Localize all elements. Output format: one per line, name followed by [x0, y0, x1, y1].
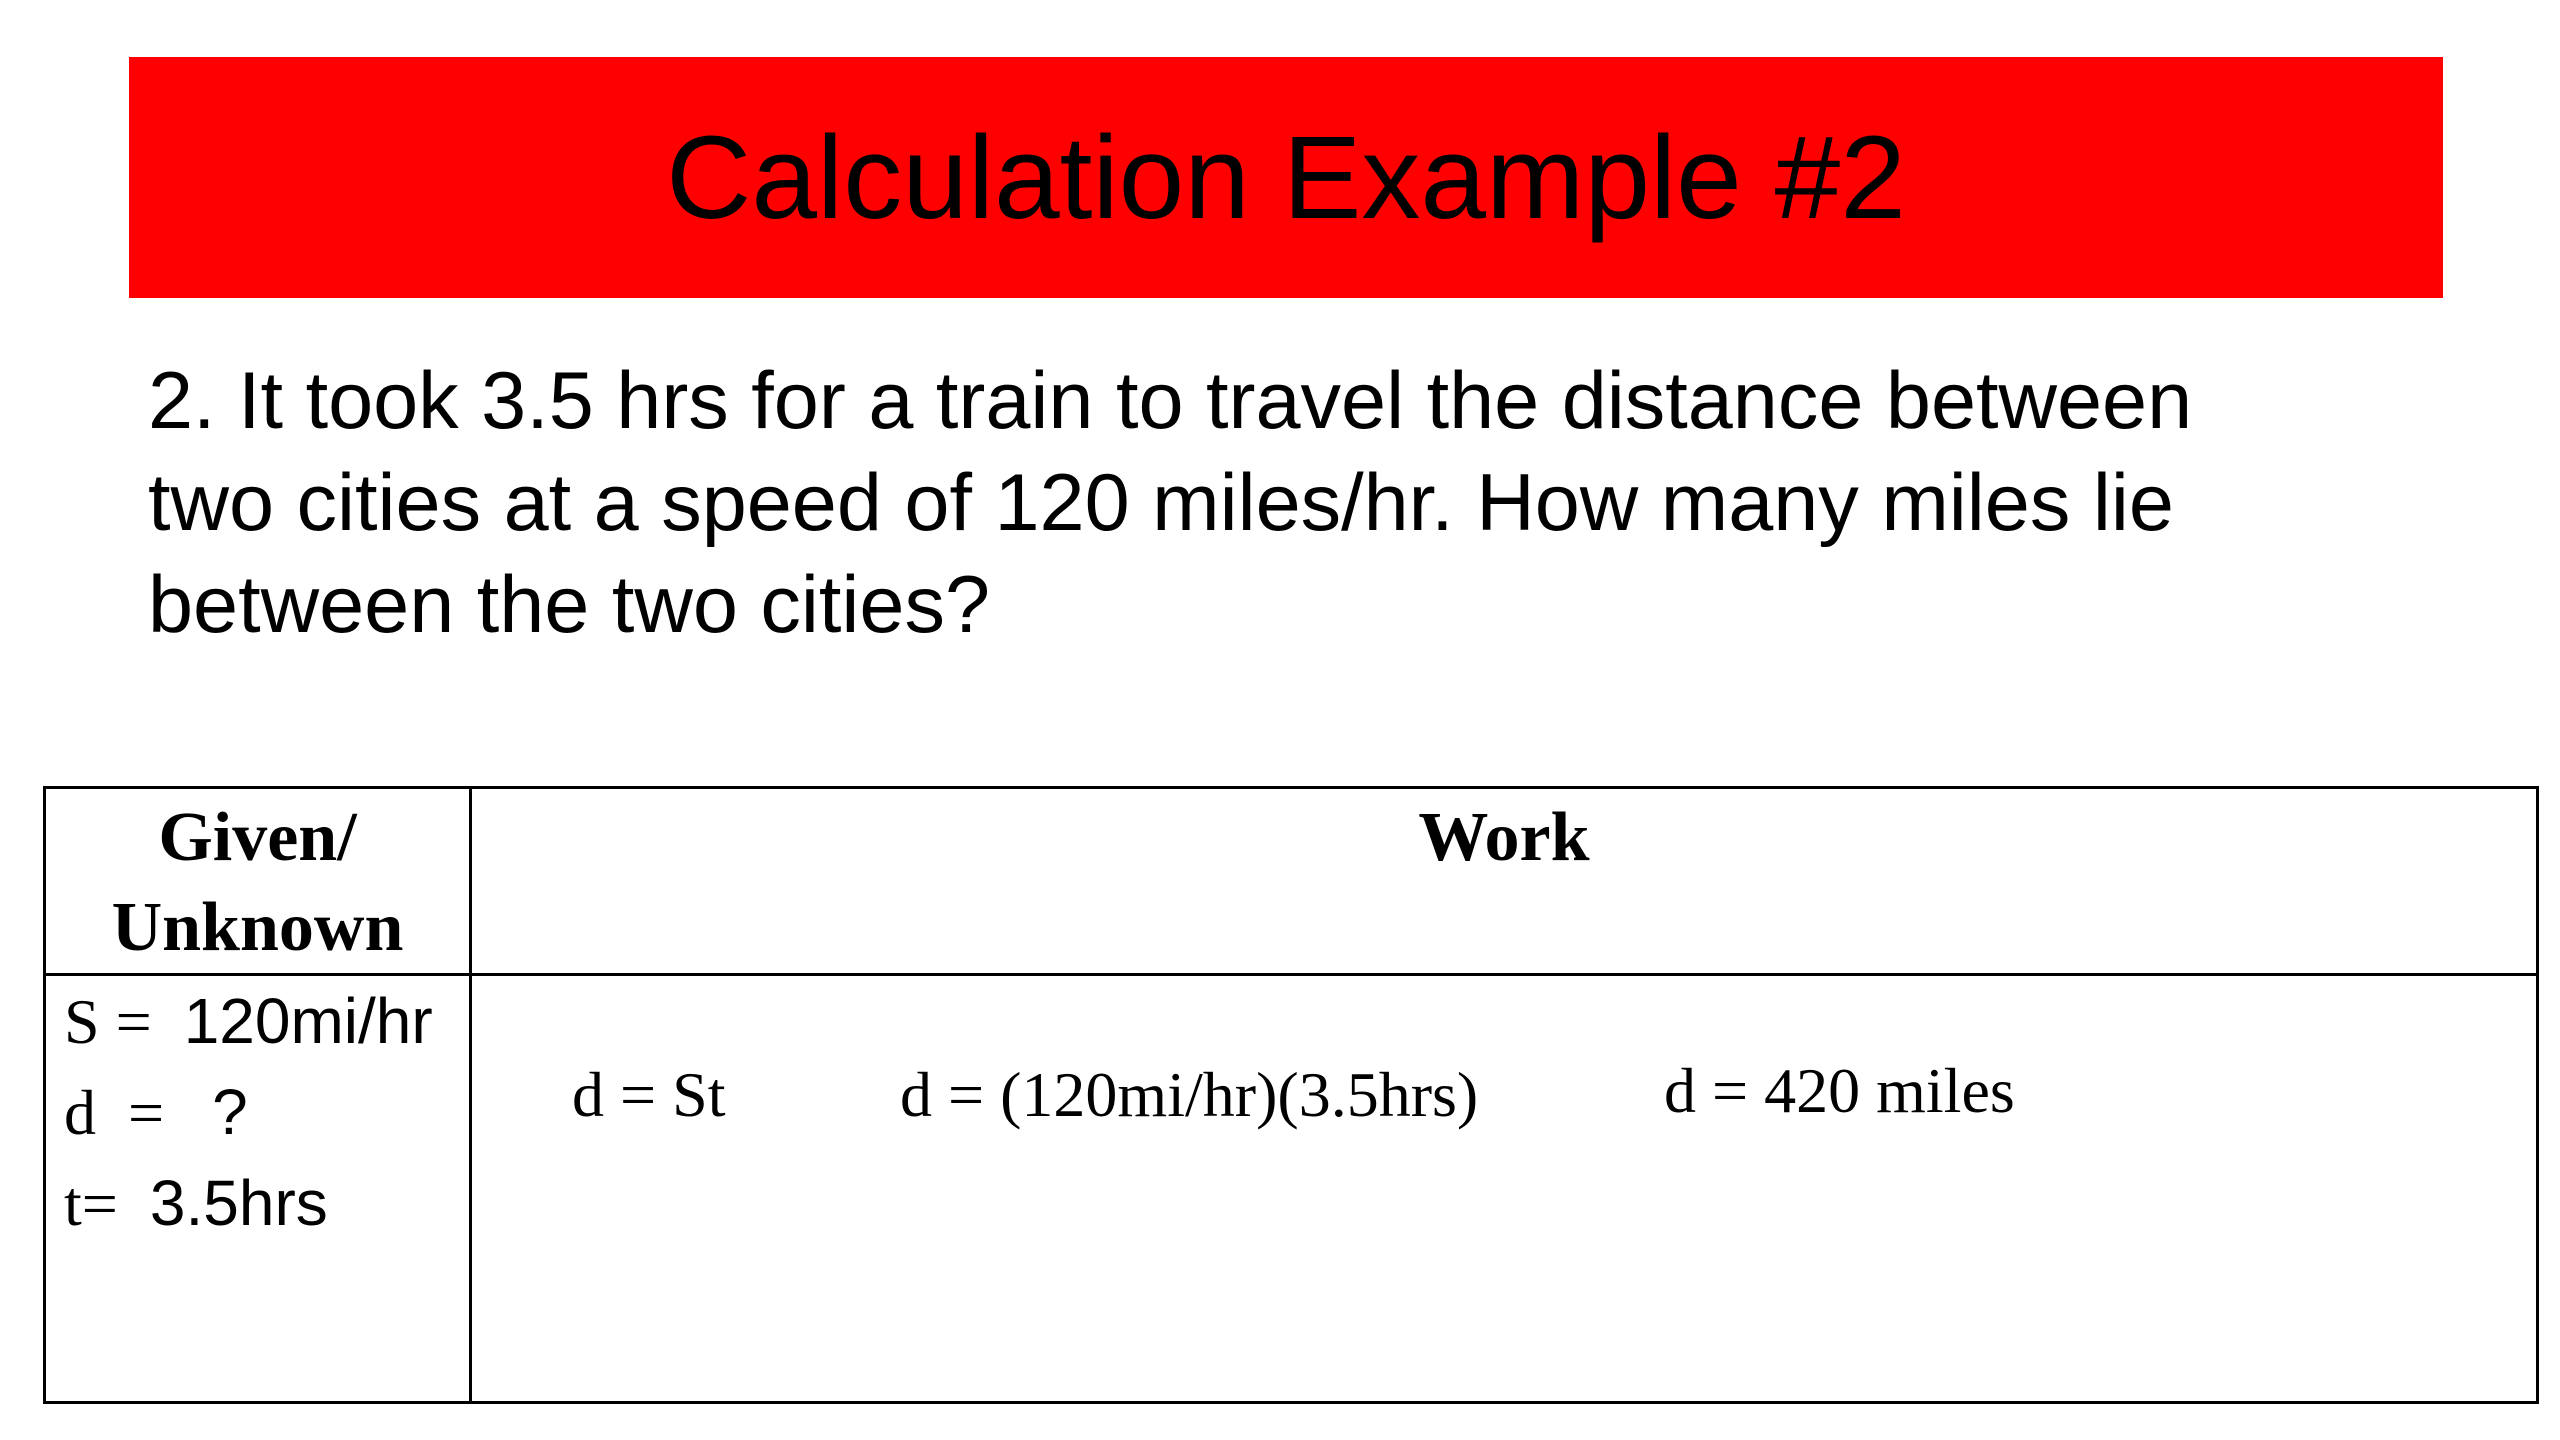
formula: d = St	[572, 1059, 726, 1130]
work-cell	[471, 975, 2538, 1403]
given-value: 120mi/hr	[183, 985, 433, 1057]
problem-line: 2. It took 3.5 hrs for a train to travel the distance between	[148, 356, 2193, 446]
slide-title: Calculation Example #2	[666, 111, 1906, 244]
given-unknown-header	[45, 788, 471, 975]
work-header: Work	[471, 788, 2538, 975]
given-distance	[64, 1067, 469, 1158]
table-header-row	[45, 788, 2538, 975]
given-speed	[64, 976, 469, 1067]
problem-line: two cities at a speed of 120 miles/hr. How many miles lie	[148, 458, 2174, 548]
given-cell	[45, 975, 471, 1403]
problem-line: between the two cities?	[148, 560, 990, 650]
given-var: t=	[64, 1168, 118, 1239]
given-var: S =	[64, 986, 152, 1057]
substitution: d = (120mi/hr)(3.5hrs)	[900, 1059, 1479, 1130]
problem-statement	[148, 350, 2448, 656]
table-row	[45, 975, 2538, 1403]
given-time	[64, 1158, 469, 1249]
given-header-line1: Given/	[158, 799, 357, 876]
given-value: ?	[212, 1076, 248, 1148]
given-work-table	[43, 786, 2539, 1404]
answer: d = 420 miles	[1664, 1055, 2015, 1126]
title-banner	[129, 57, 2443, 298]
given-header-line2: Unknown	[111, 889, 404, 966]
given-value: 3.5hrs	[149, 1167, 328, 1239]
given-var: d =	[64, 1077, 165, 1148]
